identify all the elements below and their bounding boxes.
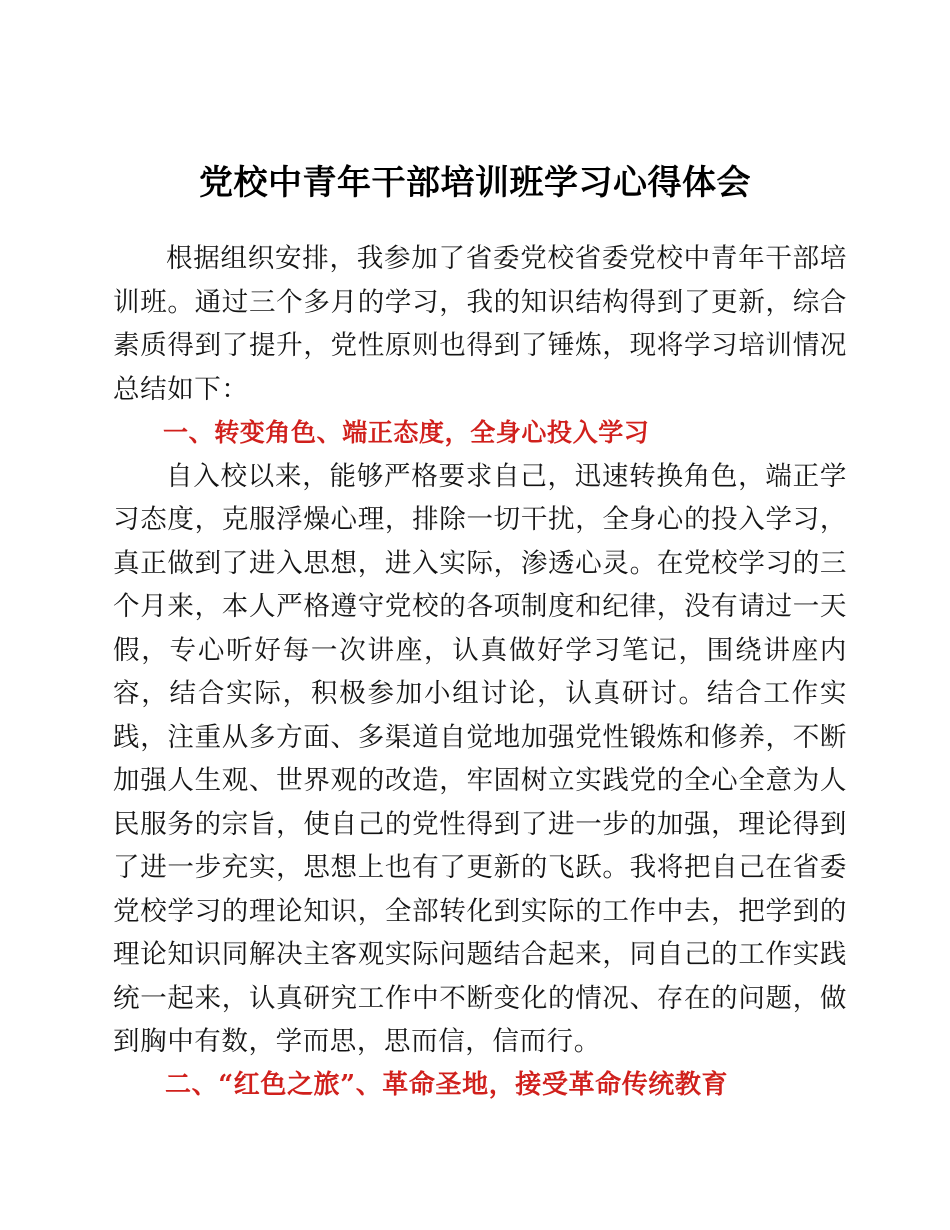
section-heading-one: 一、转变角色、端正态度，全身心投入学习 [163,418,650,447]
document-body [113,237,847,1107]
page-title: 党校中青年干部培训班学习心得体会 [199,163,751,203]
intro-paragraph: 根据组织安排，我参加了省委党校省委党校中青年干部培训班。通过三个多月的学习，我的知识结构得到了更新，综合素质得到了提升，党性原则也得到了锤炼，现将学习培训情况总结如下： [113,243,847,405]
section-heading-two: 二、“红色之旅”、革命圣地，接受革命传统教育 [165,1069,729,1100]
section-one-paragraph: 自入校以来，能够严格要求自己，迅速转换角色，端正学习态度，克服浮燥心理，排除一切干扰，全身心的投入学习，真正做到了进入思想，进入实际，渗透心灵。在党校学习的三个月来，本人严格遵守党校的各项制度和纪律，没有请过一天假，专心听好每一次讲座，认真做好学习笔记，围绕讲座内容，结合实际，积极参加小组讨论，认真研讨。结合工作实践，注重从多方面、多渠道自觉地加强党性锻炼和修养，不断加强人生观、世界观的改造，牢固树立实践党的全心全意为人民服务的宗旨，使自己的党性得到了进一步的加强，理论得到了进一步充实，思想上也有了更新的飞跃。我将把自己在省委党校学习的理论知识，全部转化到实际的工作中去，把学到的理论知识同解决主客观实际问题结合起来，同自己的工作实践统一起来，认真研究工作中不断变化的情况、存在的问题，做到胸中有数，学而思，思而信，信而行。 [113,460,847,1057]
